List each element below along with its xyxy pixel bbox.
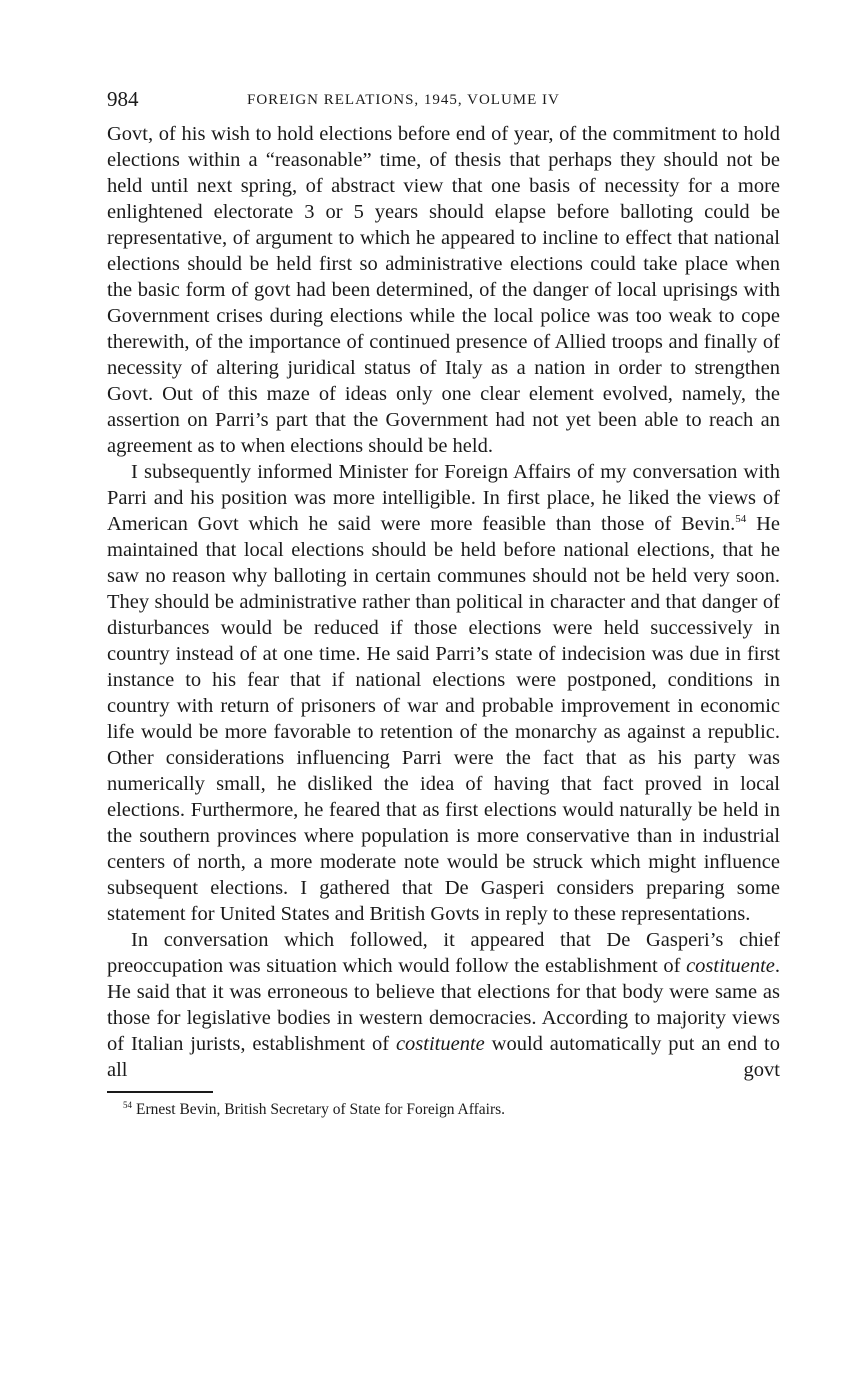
paragraph-2-part-a: I subsequently informed Minister for Foreign Affairs of my conversation with Parri and his position was more intelligible. In first place, he liked the views of American Govt which he said were more feasible than those of Bevin. xyxy=(107,461,780,535)
page-header xyxy=(107,84,780,118)
paragraph-2-part-b: He maintained that local elections should be held before national elections, that he saw no reason why balloting in certain communes should not be held very soon. They should be administrative rather than political in character and that danger of disturbances would be reduced if those elections were held successively in country instead of at one time. He said Parri’s state of indecision was due in first instance to his fear that if national elections were postponed, conditions in country with return of prisoners of war and probable improvement in economic life would be more favorable to retention of the monarchy as against a republic. Other considerations influencing Parri were the fact that as his party was numerically small, he disliked the idea of having that fact proved in local elections. Furthermore, he feared that as first elections would naturally be held in the southern provinces where population is more conservative than in industrial centers of north, a more moderate note would be struck which might influence subsequent elections. I gathered that De Gasperi considers preparing some statement for United States and British Govts in reply to these representations. xyxy=(107,513,781,925)
running-head: FOREIGN RELATIONS, 1945, VOLUME IV xyxy=(247,92,560,108)
paragraph-3-part-a: In conversation which followed, it appeared that De Gasperi’s chief preoccupation was situation which would follow the establishment of xyxy=(107,929,780,977)
italic-term-costituente: costituente xyxy=(686,955,775,977)
document-page xyxy=(107,84,780,1121)
body-text xyxy=(107,121,780,1083)
page-number: 984 xyxy=(107,87,139,111)
paragraph-2 xyxy=(107,459,780,927)
paragraph-3 xyxy=(107,927,780,1083)
footnote-reference[interactable]: 54 xyxy=(735,513,747,526)
paragraph-3-part-c: would automatically put an end to all govt xyxy=(107,1033,780,1081)
footnote-divider xyxy=(107,1091,213,1093)
footnote xyxy=(107,1099,780,1121)
paragraph-3-part-b: . He said that it was erroneous to believe that elections for that body were same as those for legislative bodies in western democracies. According to majority views of Italian jurists, establishment of xyxy=(107,955,780,1055)
footnote-marker: 54 xyxy=(123,1099,132,1110)
italic-term-costituente-2: costituente xyxy=(395,1033,485,1055)
paragraph-1: Govt, of his wish to hold elections before end of year, of the commitment to hold elections within a “reasonable” time, of thesis that perhaps they should not be held until next spring, of abstract view that one basis of necessity for a more enlightened electorate 3 or 5 years should elapse before balloting could be representative, of argument to which he appeared to incline to effect that national elections should be held first so administrative elections could take place when the basic form of govt had been determined, of the danger of local uprisings with Government crises during elections while the local police was too weak to cope therewith, of the importance of continued presence of Allied troops and finally of necessity of altering juridical status of Italy as a nation in order to strengthen Govt. Out of this maze of ideas only one clear element evolved, namely, the assertion on Parri’s part that the Government had not yet been able to reach an agreement as to when elections should be held. xyxy=(107,123,780,457)
footnote-text: Ernest Bevin, British Secretary of State for Foreign Affairs. xyxy=(136,1101,506,1118)
